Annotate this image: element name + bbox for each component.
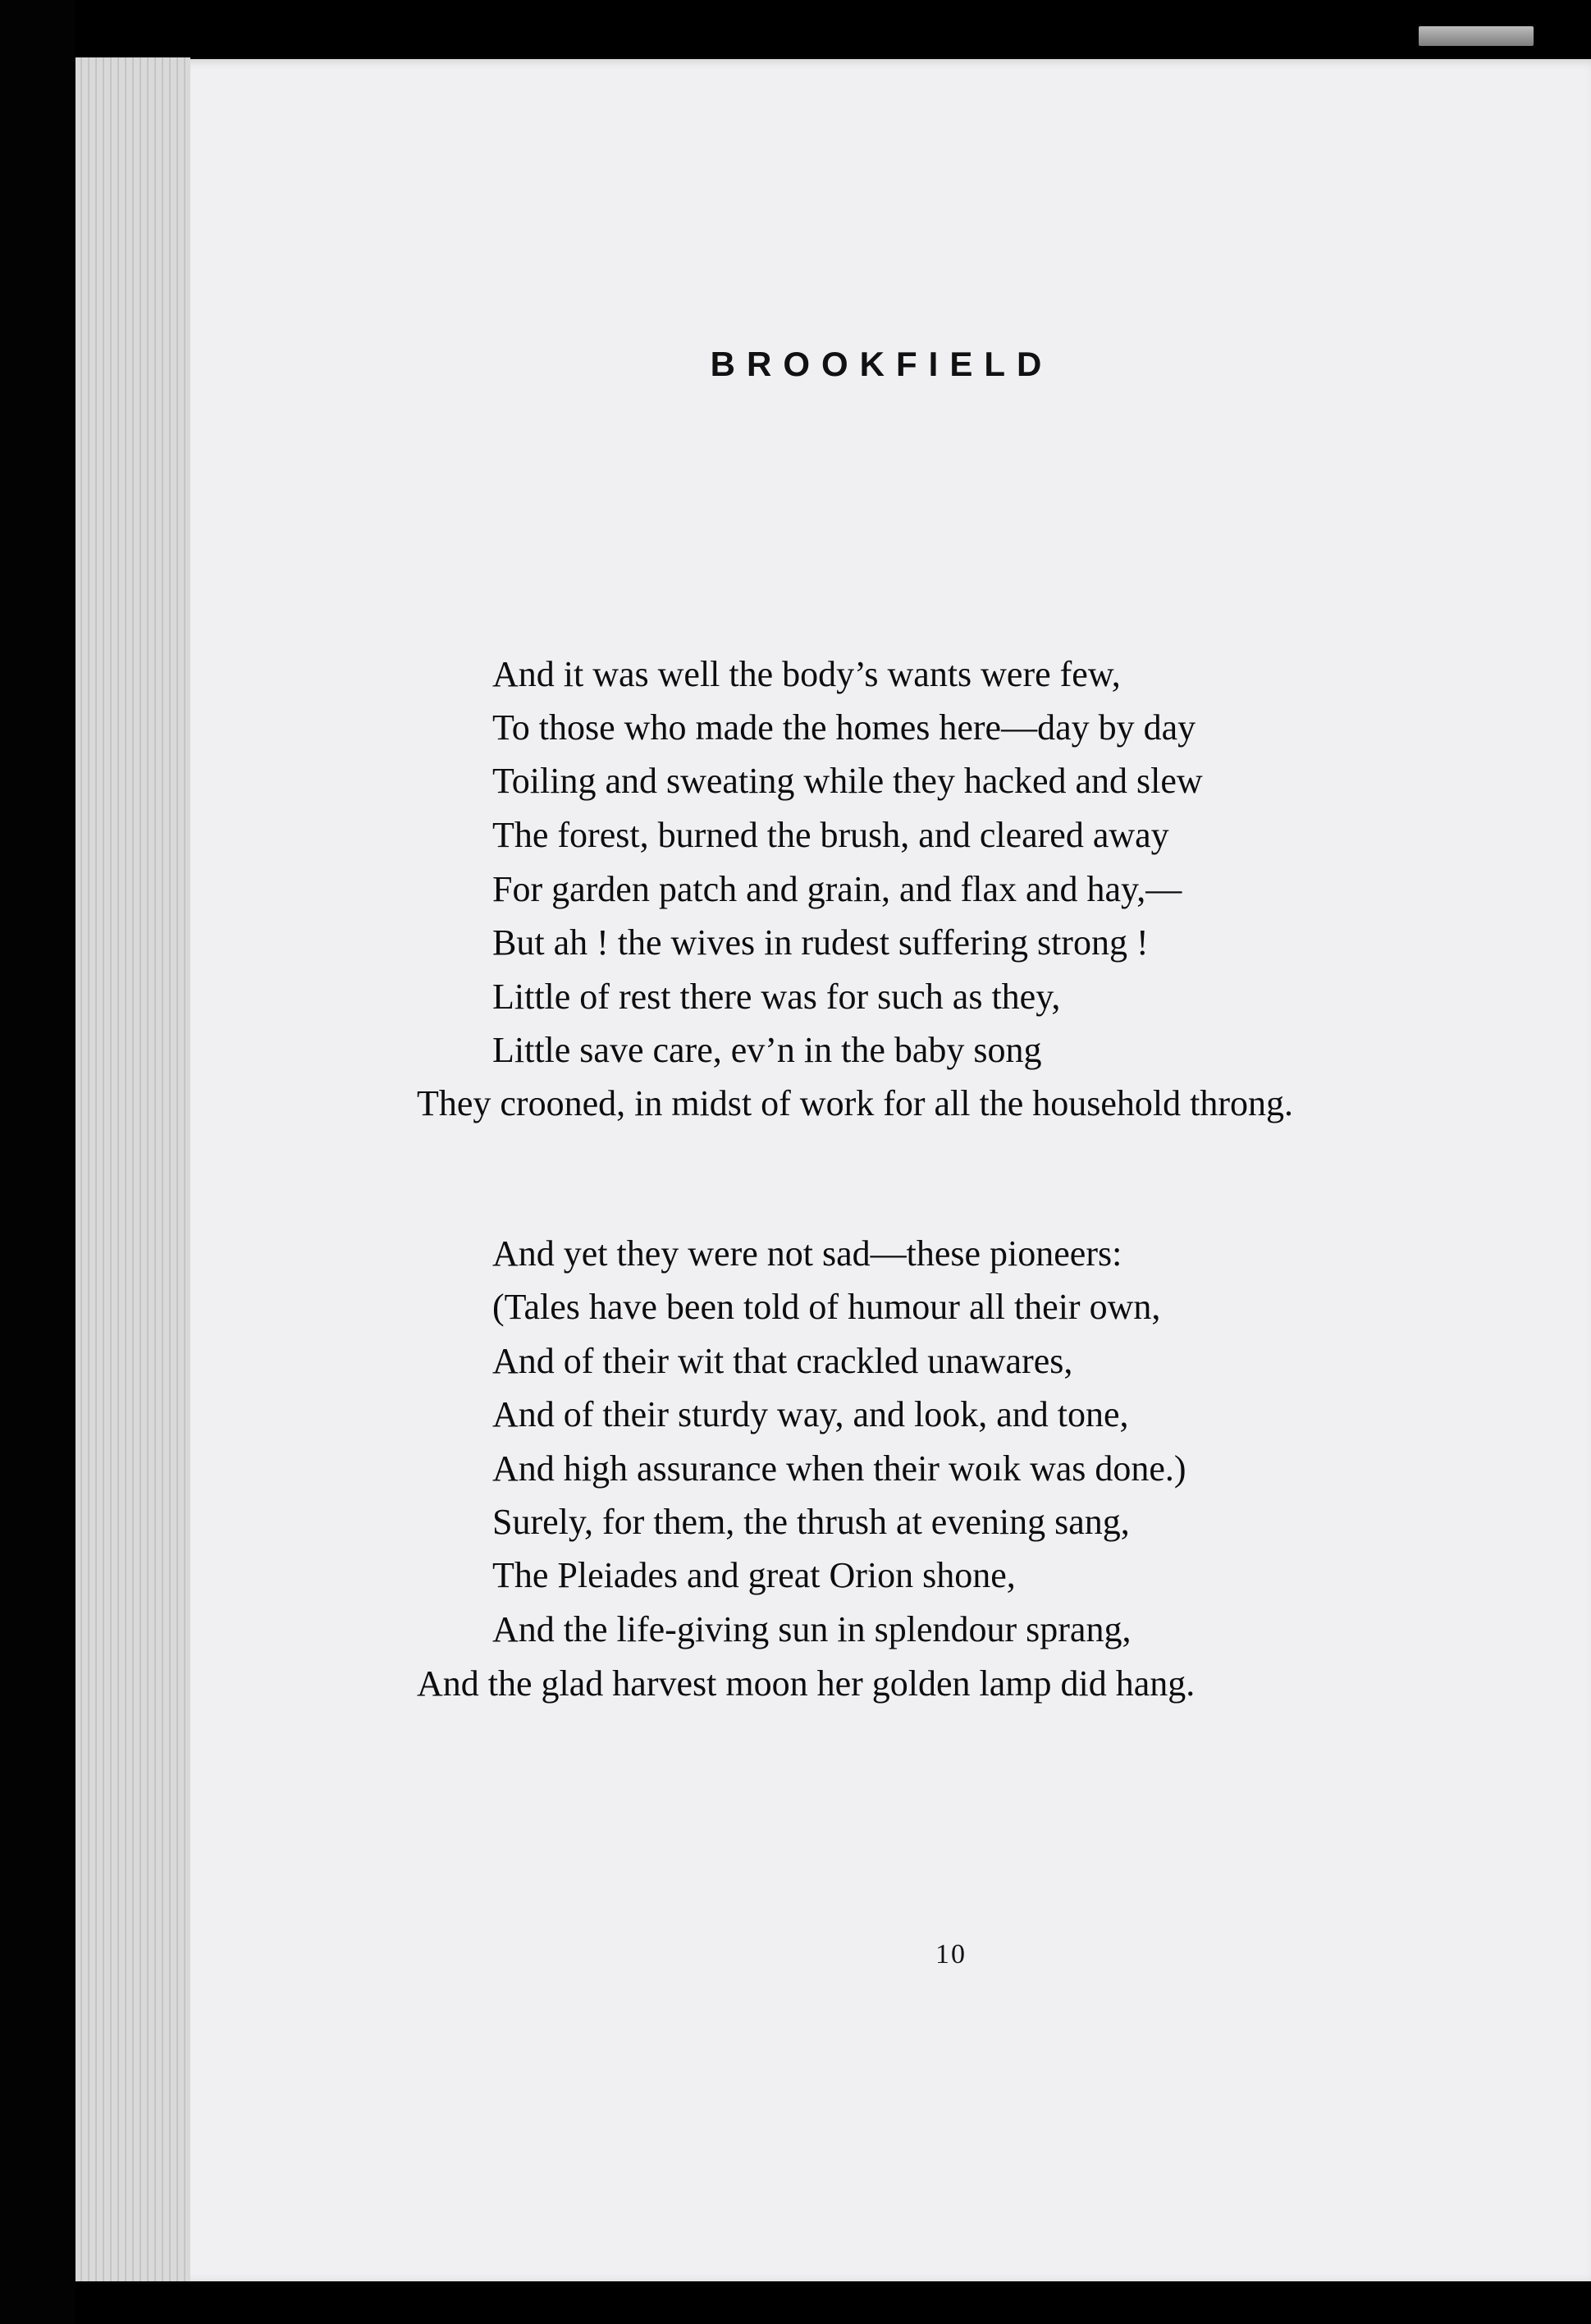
poem-line: And of their sturdy way, and look, and tone, xyxy=(492,1394,1129,1434)
scan-border-bottom xyxy=(75,2281,1591,2324)
page-number: 10 xyxy=(935,1939,967,1969)
poem-line: Little of rest there was for such as they, xyxy=(492,977,1061,1017)
poem-line: Little save care, ev’n in the baby song xyxy=(492,1030,1042,1070)
poem-line: And high assurance when their woık was done.) xyxy=(492,1448,1186,1489)
poem-line-alexandrine: They crooned, in midst of work for all the household throng. xyxy=(417,1083,1294,1123)
scan-border-top xyxy=(0,0,1591,57)
poem-line: But ah ! the wives in rudest suffering strong ! xyxy=(492,922,1149,963)
poem-title: BROOKFIELD xyxy=(710,345,1054,383)
poem-line: And of their wit that crackled unawares, xyxy=(492,1341,1073,1381)
book-page xyxy=(107,59,1591,2285)
poem-line: To those who made the homes here—day by day xyxy=(492,707,1196,748)
poem-line: Surely, for them, the thrush at evening sang, xyxy=(492,1502,1130,1542)
poem-line: And yet they were not sad—these pioneers: xyxy=(492,1233,1122,1274)
poem-line: And it was well the body’s wants were few, xyxy=(492,654,1121,694)
poem-line: The forest, burned the brush, and cleared away xyxy=(492,815,1169,855)
poem-line: Toiling and sweating while they hacked and slew xyxy=(492,761,1203,801)
poem-line: For garden patch and grain, and flax and hay,— xyxy=(492,869,1182,909)
poem-line-alexandrine: And the glad harvest moon her golden lamp did hang. xyxy=(417,1663,1196,1704)
poem-line: The Pleiades and great Orion shone, xyxy=(492,1555,1016,1595)
page-edges xyxy=(75,57,190,2290)
scan-edge-mark xyxy=(1419,26,1534,46)
poem-line: (Tales have been told of humour all their own, xyxy=(492,1287,1161,1327)
poem-line: And the life-giving sun in splendour sprang, xyxy=(492,1609,1132,1649)
